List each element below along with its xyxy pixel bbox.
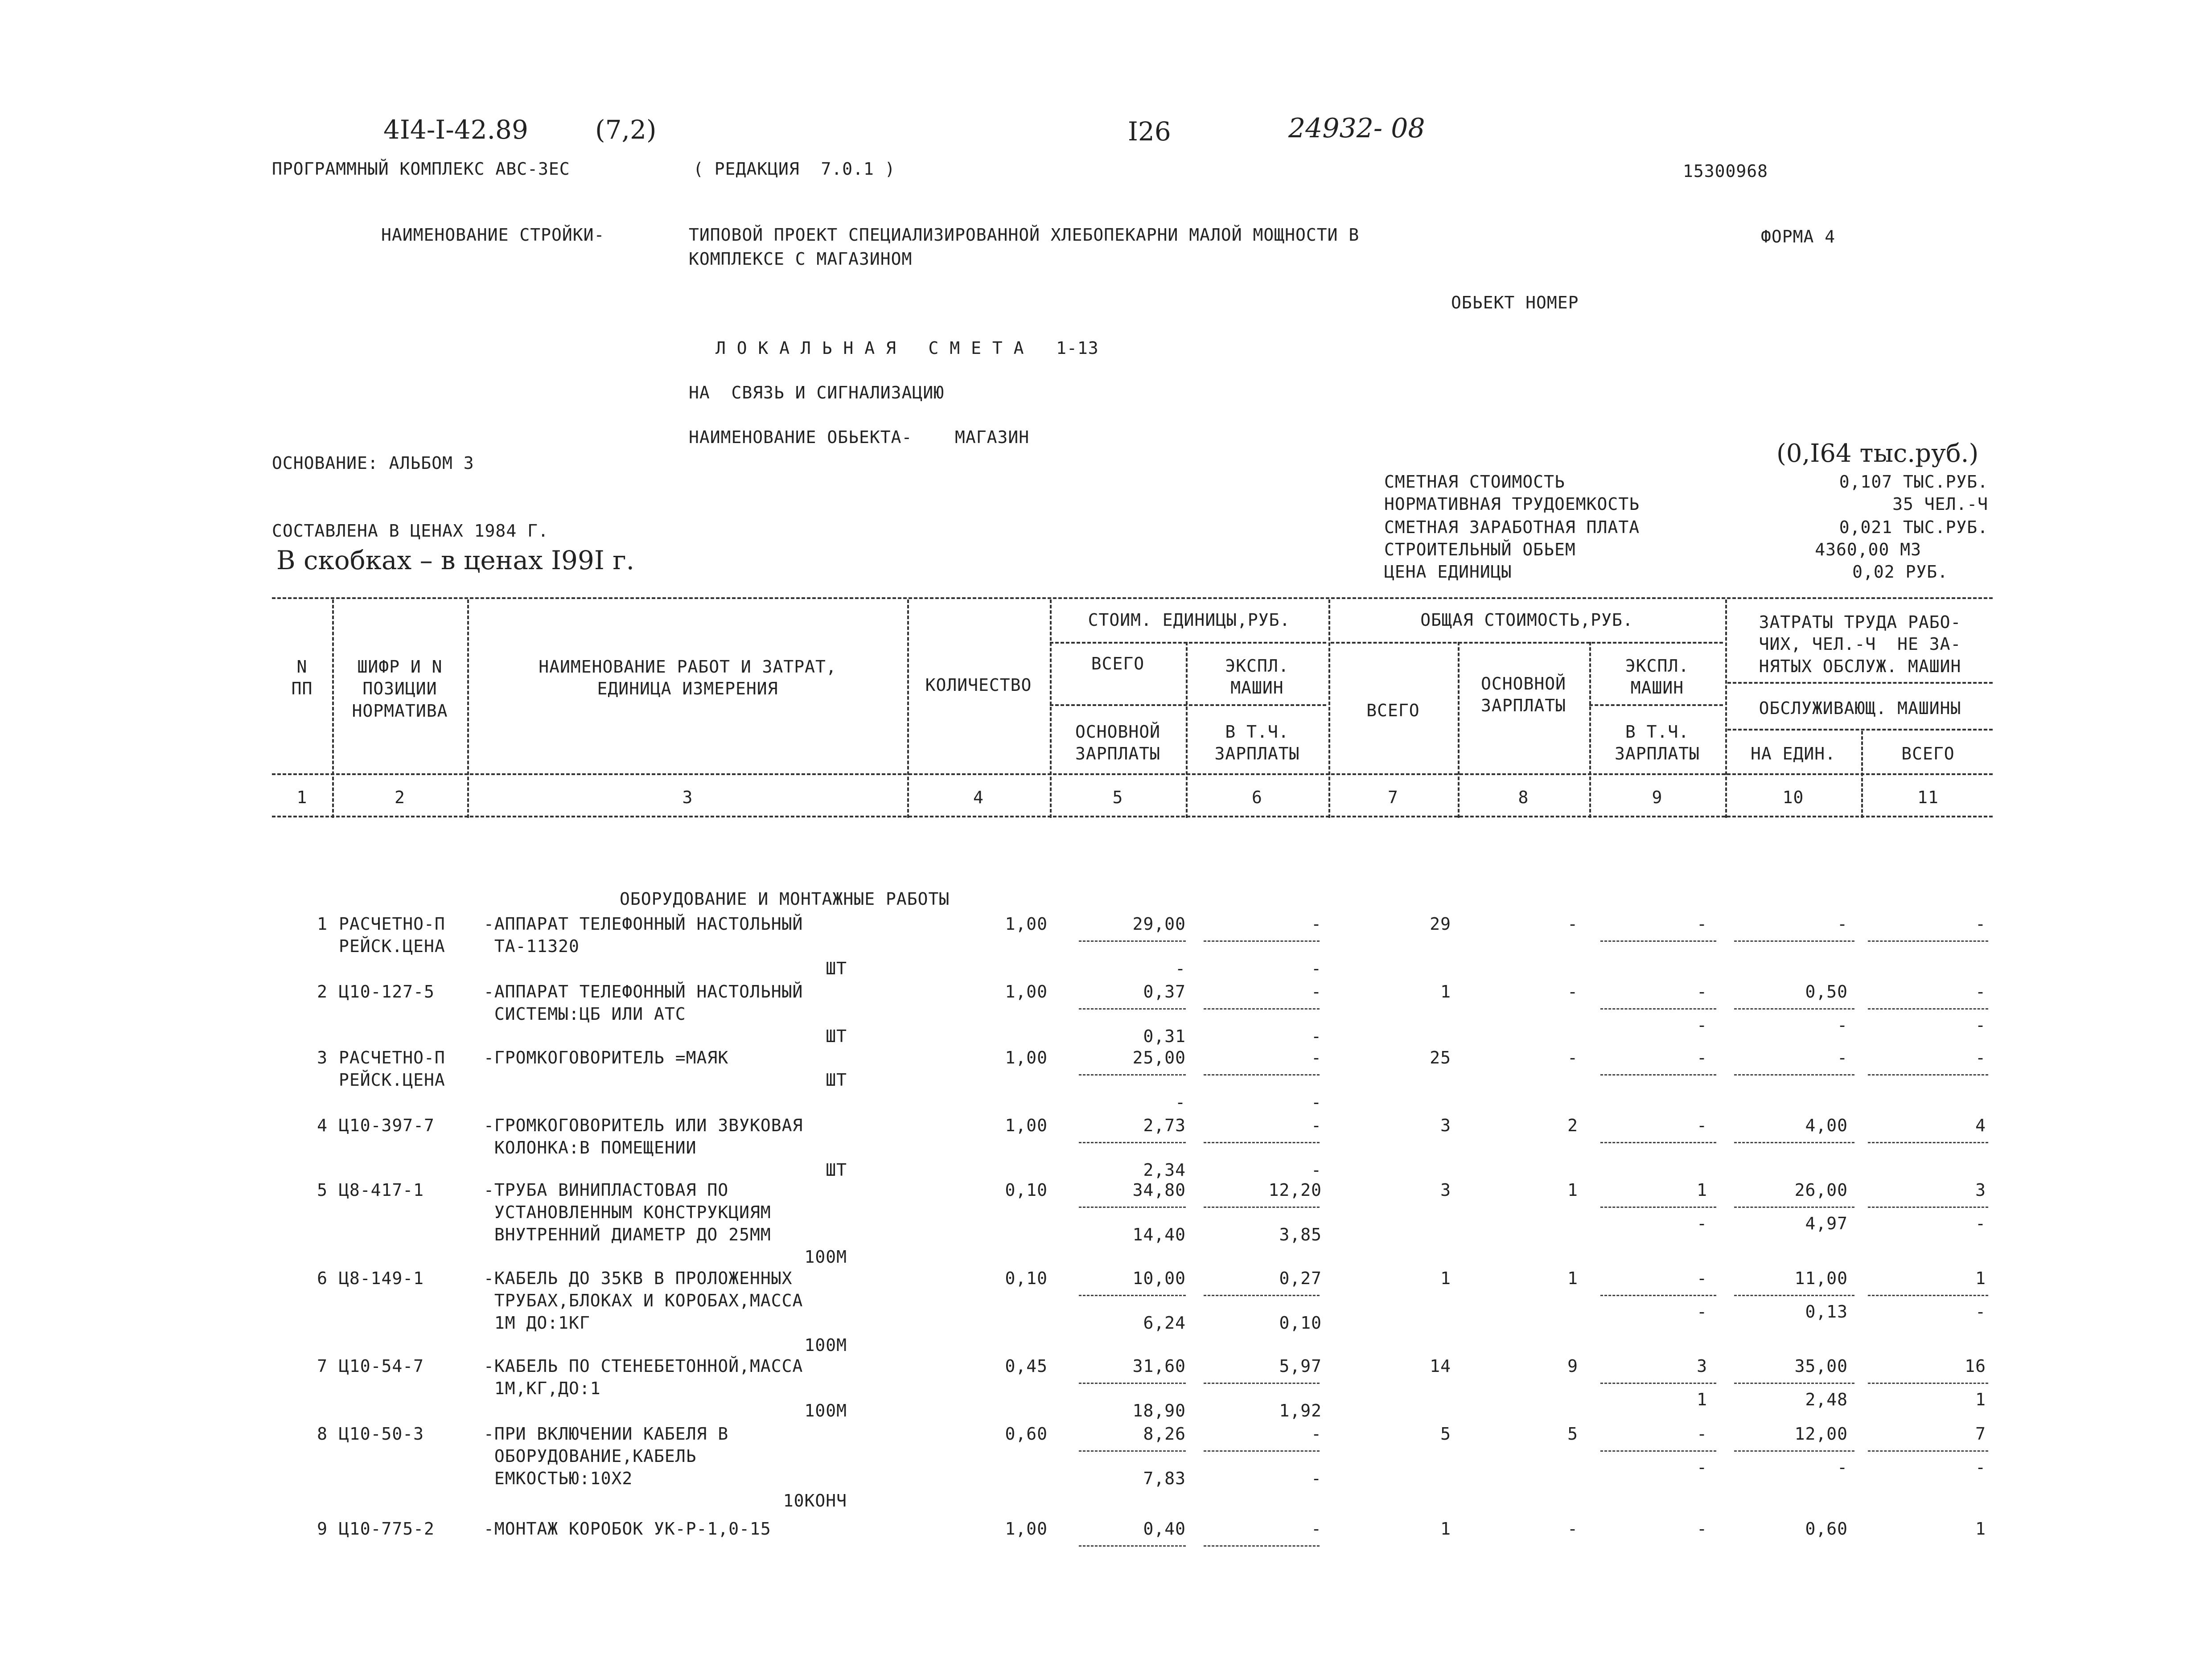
row-total-salary: - (1567, 982, 1578, 1002)
row-total-salary: - (1567, 1519, 1578, 1539)
col6-top-header: ЭКСПЛ. МАШИН (1225, 656, 1289, 698)
row-labor-per-unit: - (1837, 914, 1848, 934)
row-unit-cost-machine-salary: 3,85 (1279, 1225, 1322, 1244)
row-total-salary: - (1567, 914, 1578, 934)
row-total-machine-salary: - (1697, 1302, 1707, 1322)
row-labor-total: - (1975, 982, 1986, 1002)
row-unit: ШТ (826, 1026, 847, 1046)
cell-rule (1204, 940, 1320, 942)
header-rule-bottom (272, 773, 1993, 775)
header-inner-rule (1589, 704, 1723, 706)
row-machine-labor-per-unit: 0,13 (1805, 1302, 1848, 1322)
row-machine-labor-per-unit: - (1837, 1015, 1848, 1035)
cell-rule (1868, 1295, 1988, 1296)
row-unit-cost-salary: 6,24 (1143, 1313, 1186, 1333)
row-labor-total: - (1975, 1048, 1986, 1067)
cell-rule (1868, 1450, 1988, 1452)
row-total-salary: 9 (1567, 1356, 1578, 1376)
row-unit-cost-total: 34,80 (1132, 1180, 1186, 1200)
column-number: 6 (1252, 788, 1262, 807)
row-unit-cost-machines: - (1311, 1116, 1322, 1135)
row-quantity: 0,45 (1005, 1356, 1048, 1376)
row-unit-cost-machine-salary: - (1311, 1026, 1322, 1046)
row-unit-cost-machines: 0,27 (1279, 1268, 1322, 1288)
column-separator (332, 599, 334, 818)
row-unit-cost-machine-salary: 0,10 (1279, 1313, 1322, 1333)
row-unit: 100М (804, 1401, 847, 1420)
cell-rule (1079, 1295, 1186, 1296)
cell-rule (1079, 1142, 1186, 1143)
column-number: 1 (296, 788, 308, 807)
page-number: I26 (1128, 116, 1171, 147)
program-edition: ( РЕДАКЦИЯ 7.0.1 ) (693, 159, 896, 179)
row-total-machines: - (1697, 914, 1707, 934)
cell-rule (1734, 1008, 1854, 1010)
row-unit-cost-salary: 18,90 (1132, 1401, 1186, 1420)
header-inner-rule (1727, 682, 1993, 684)
row-total-cost: 25 (1430, 1048, 1451, 1067)
row-work-name: -ТРУБА ВИНИПЛАСТОВАЯ ПО УСТАНОВЛЕННЫМ КОНСТРУКЦИЯМ ВНУТРЕННИЙ ДИАМЕТР ДО 25ММ (484, 1180, 771, 1244)
column-separator (907, 599, 909, 818)
col5-6-group-header: СТОИМ. ЕДИНИЦЫ,РУБ. (1088, 610, 1291, 630)
column-number: 11 (1917, 788, 1939, 807)
row-labor-per-unit: 26,00 (1794, 1180, 1848, 1200)
row-unit: ШТ (826, 959, 847, 978)
row-total-salary: 1 (1567, 1268, 1578, 1288)
row-unit-cost-salary: 7,83 (1143, 1469, 1186, 1488)
col9-top-header: ЭКСПЛ. МАШИН (1625, 656, 1690, 698)
cell-rule (1204, 1295, 1320, 1296)
cell-rule (1734, 1142, 1854, 1143)
estimate-title: Л О К А Л Ь Н А Я С М Е Т А 1-13 (715, 338, 1099, 358)
row-work-name: -ГРОМКОГОВОРИТЕЛЬ =МАЯК (484, 1048, 729, 1067)
row-total-machines: 1 (1697, 1180, 1707, 1200)
cell-rule (1600, 1207, 1716, 1208)
col5-bottom-header: ОСНОВНОЙ ЗАРПЛАТЫ (1075, 722, 1161, 764)
row-code: РАСЧЕТНО-П РЕЙСК.ЦЕНА (339, 1048, 445, 1090)
row-number: 5 (317, 1180, 328, 1200)
cell-rule (1079, 1383, 1186, 1384)
column-separator (1458, 642, 1460, 818)
row-work-name: -ПРИ ВКЛЮЧЕНИИ КАБЕЛЯ В ОБОРУДОВАНИЕ,КАБЕЛЬ ЕМКОСТЬЮ:10Х2 (484, 1424, 729, 1488)
row-quantity: 1,00 (1005, 1048, 1048, 1067)
row-unit-cost-total: 8,26 (1143, 1424, 1186, 1444)
program-name: ПРОГРАММНЫЙ КОМПЛЕКС АВС-3ЕС (272, 159, 570, 179)
col10-header: НА ЕДИН. (1750, 744, 1836, 764)
row-work-name: -АППАРАТ ТЕЛЕФОННЫЙ НАСТОЛЬНЫЙ СИСТЕМЫ:ЦБ ИЛИ АТС (484, 982, 803, 1024)
row-unit-cost-machines: 12,20 (1268, 1180, 1322, 1200)
row-unit-cost-total: 0,40 (1143, 1519, 1186, 1539)
col4-header: КОЛИЧЕСТВО (925, 675, 1032, 695)
row-unit-cost-machine-salary: - (1311, 1160, 1322, 1180)
cell-rule (1734, 1207, 1854, 1208)
prices-1991-note: В скобках – в ценах I99I г. (276, 545, 635, 575)
document-id: 15300968 (1683, 161, 1768, 181)
section-title: ОБОРУДОВАНИЕ И МОНТАЖНЫЕ РАБОТЫ (620, 889, 950, 909)
row-quantity: 1,00 (1005, 1519, 1048, 1539)
row-number: 1 (317, 914, 328, 934)
cell-rule (1600, 1295, 1716, 1296)
summary-label: НОРМАТИВНАЯ ТРУДОЕМКОСТЬ (1384, 494, 1640, 514)
cell-rule (1079, 1545, 1186, 1547)
cell-rule (1079, 940, 1186, 942)
row-total-machines: - (1697, 1519, 1707, 1539)
row-number: 2 (317, 982, 328, 1002)
row-unit-cost-salary: 2,34 (1143, 1160, 1186, 1180)
row-unit-cost-total: 10,00 (1132, 1268, 1186, 1288)
row-code: Ц10-127-5 (339, 982, 435, 1002)
row-code: Ц10-397-7 (339, 1116, 435, 1135)
row-code: Ц10-775-2 (339, 1519, 435, 1539)
row-unit-cost-salary: 0,31 (1143, 1026, 1186, 1046)
row-machine-labor-total: - (1975, 1214, 1986, 1233)
row-unit-cost-machines: - (1311, 1424, 1322, 1444)
cell-rule (1734, 1450, 1854, 1452)
column-number: 3 (682, 788, 693, 807)
col11-header: ВСЕГО (1901, 744, 1955, 764)
row-unit-cost-machine-salary: - (1311, 959, 1322, 978)
column-separator (1725, 599, 1727, 818)
row-total-cost: 1 (1440, 982, 1451, 1002)
summary-label: СМЕТНАЯ ЗАРАБОТНАЯ ПЛАТА (1384, 517, 1640, 537)
header-inner-rule (1331, 642, 1723, 644)
object-number: ОБЬЕКТ НОМЕР (1451, 293, 1579, 312)
header-inner-rule (1050, 704, 1326, 706)
col10-11-sub-header: ОБСЛУЖИВАЮЩ. МАШИНЫ (1759, 698, 1961, 718)
cell-rule (1600, 1008, 1716, 1010)
cell-rule (1204, 1545, 1320, 1547)
row-work-name: -АППАРАТ ТЕЛЕФОННЫЙ НАСТОЛЬНЫЙ ТА-11320 (484, 914, 803, 956)
row-work-name: -КАБЕЛЬ ДО 35КВ В ПРОЛОЖЕННЫХ ТРУБАХ,БЛОКАХ И КОРОБАХ,МАССА 1М ДО:1КГ (484, 1268, 803, 1333)
row-labor-per-unit: - (1837, 1048, 1848, 1067)
row-unit-cost-machines: 5,97 (1279, 1356, 1322, 1376)
row-unit-cost-total: 0,37 (1143, 982, 1186, 1002)
row-unit-cost-machine-salary: - (1311, 1469, 1322, 1488)
row-unit-cost-total: 29,00 (1132, 914, 1186, 934)
row-machine-labor-total: - (1975, 1302, 1986, 1322)
summary-value: 35 ЧЕЛ.-Ч (1892, 494, 1988, 514)
number-row-rule (272, 816, 1993, 817)
summary-value: 4360,00 М3 (1815, 540, 1921, 559)
row-total-machines: - (1697, 1268, 1707, 1288)
row-labor-per-unit: 4,00 (1805, 1116, 1848, 1135)
row-total-cost: 14 (1430, 1356, 1451, 1376)
summary-value: 0,021 ТЫС.РУБ. (1839, 517, 1988, 537)
header-rule-top (272, 597, 1993, 599)
row-unit-cost-machines: - (1311, 1519, 1322, 1539)
row-total-salary: 2 (1567, 1116, 1578, 1135)
cell-rule (1600, 1383, 1716, 1384)
row-labor-total: 1 (1975, 1268, 1986, 1288)
cell-rule (1868, 1207, 1988, 1208)
row-unit-cost-total: 31,60 (1132, 1356, 1186, 1376)
row-labor-per-unit: 35,00 (1794, 1356, 1848, 1376)
cell-rule (1204, 1008, 1320, 1010)
cell-rule (1868, 1074, 1988, 1076)
header-inner-rule (1727, 729, 1993, 731)
row-total-cost: 29 (1430, 914, 1451, 934)
row-number: 6 (317, 1268, 328, 1288)
col9-bottom-header: В Т.Ч. ЗАРПЛАТЫ (1614, 722, 1700, 764)
column-separator (1050, 599, 1052, 818)
column-number: 7 (1388, 788, 1398, 807)
summary-label: ЦЕНА ЕДИНИЦЫ (1384, 562, 1512, 582)
row-total-machine-salary: - (1697, 1457, 1707, 1477)
row-total-machines: 3 (1697, 1356, 1707, 1376)
col6-bottom-header: В Т.Ч. ЗАРПЛАТЫ (1214, 722, 1300, 764)
row-total-machine-salary: - (1697, 1015, 1707, 1035)
column-separator (1186, 642, 1188, 818)
row-machine-labor-per-unit: 4,97 (1805, 1214, 1848, 1233)
row-unit-cost-total: 25,00 (1132, 1048, 1186, 1067)
row-total-salary: - (1567, 1048, 1578, 1067)
column-number: 5 (1112, 788, 1123, 807)
row-machine-labor-per-unit: 2,48 (1805, 1390, 1848, 1409)
row-quantity: 0,60 (1005, 1424, 1048, 1444)
cell-rule (1204, 1074, 1320, 1076)
construction-name-line2: КОМПЛЕКСЕ С МАГАЗИНОМ (689, 249, 913, 269)
col10-11-group-header: ЗАТРАТЫ ТРУДА РАБО- ЧИХ, ЧЕЛ.-Ч НЕ ЗА- НЯТЫХ ОБСЛУЖ. МАШИН (1759, 612, 1961, 676)
form-number: ФОРМА 4 (1761, 227, 1836, 246)
row-total-salary: 5 (1567, 1424, 1578, 1444)
construction-label: НАИМЕНОВАНИЕ СТРОЙКИ- (381, 225, 605, 245)
row-total-cost: 3 (1440, 1116, 1451, 1135)
row-quantity: 1,00 (1005, 982, 1048, 1002)
cell-rule (1079, 1207, 1186, 1208)
cell-rule (1079, 1450, 1186, 1452)
row-total-cost: 3 (1440, 1180, 1451, 1200)
row-code: Ц10-54-7 (339, 1356, 424, 1376)
row-unit: ШТ (826, 1070, 847, 1090)
cell-rule (1868, 940, 1988, 942)
col2-header: ШИФР И N ПОЗИЦИИ НОРМАТИВА (352, 657, 448, 721)
cell-rule (1204, 1383, 1320, 1384)
column-number: 10 (1782, 788, 1804, 807)
header-inner-rule (1050, 642, 1326, 644)
row-work-name: -ГРОМКОГОВОРИТЕЛЬ ИЛИ ЗВУКОВАЯ КОЛОНКА:В ПОМЕЩЕНИИ (484, 1116, 803, 1158)
cell-rule (1600, 1074, 1716, 1076)
row-unit-cost-machine-salary: 1,92 (1279, 1401, 1322, 1420)
row-labor-per-unit: 0,60 (1805, 1519, 1848, 1539)
cell-rule (1600, 1450, 1716, 1452)
row-unit-cost-salary: - (1175, 959, 1186, 978)
row-work-name: -МОНТАЖ КОРОБОК УК-Р-1,0-15 (484, 1519, 771, 1539)
row-labor-per-unit: 0,50 (1805, 982, 1848, 1002)
cost-1991: (0,I64 тыс.руб.) (1776, 439, 1979, 468)
cell-rule (1734, 1383, 1854, 1384)
row-total-salary: 1 (1567, 1180, 1578, 1200)
cell-rule (1204, 1142, 1320, 1143)
row-quantity: 1,00 (1005, 914, 1048, 934)
cell-rule (1600, 940, 1716, 942)
row-code: Ц8-417-1 (339, 1180, 424, 1200)
row-quantity: 0,10 (1005, 1180, 1048, 1200)
row-labor-total: 7 (1975, 1424, 1986, 1444)
cell-rule (1204, 1207, 1320, 1208)
column-number: 8 (1518, 788, 1529, 807)
document-variant: (7,2) (595, 115, 657, 145)
row-machine-labor-total: 1 (1975, 1390, 1986, 1409)
row-labor-total: 4 (1975, 1116, 1986, 1135)
row-code: Ц8-149-1 (339, 1268, 424, 1288)
row-unit-cost-salary: - (1175, 1092, 1186, 1112)
column-number: 9 (1652, 788, 1663, 807)
col7-header: ВСЕГО (1366, 701, 1420, 720)
cell-rule (1734, 1295, 1854, 1296)
col5-top-header: ВСЕГО (1091, 654, 1145, 673)
column-separator (467, 599, 469, 818)
cell-rule (1204, 1450, 1320, 1452)
row-unit-cost-machine-salary: - (1311, 1092, 1322, 1112)
row-total-machines: - (1697, 1424, 1707, 1444)
column-number: 4 (973, 788, 984, 807)
row-total-machine-salary: - (1697, 1214, 1707, 1233)
row-total-machines: - (1697, 982, 1707, 1002)
summary-label: СМЕТНАЯ СТОИМОСТЬ (1384, 472, 1565, 492)
cell-rule (1734, 1074, 1854, 1076)
row-number: 4 (317, 1116, 328, 1135)
col8-header: ОСНОВНОЙ ЗАРПЛАТЫ (1480, 674, 1566, 716)
cell-rule (1868, 1142, 1988, 1143)
row-total-machines: - (1697, 1116, 1707, 1135)
estimate-basis: ОСНОВАНИЕ: АЛЬБОМ 3 (272, 453, 474, 473)
row-unit-cost-machines: - (1311, 914, 1322, 934)
column-number: 2 (395, 788, 405, 807)
row-unit-cost-machines: - (1311, 982, 1322, 1002)
row-machine-labor-total: - (1975, 1457, 1986, 1477)
row-total-cost: 1 (1440, 1268, 1451, 1288)
col1-header: N ПП (291, 657, 313, 699)
object-name: НАИМЕНОВАНИЕ ОБЬЕКТА- МАГАЗИН (689, 427, 1030, 447)
row-machine-labor-per-unit: - (1837, 1457, 1848, 1477)
estimate-subject: НА СВЯЗЬ И СИГНАЛИЗАЦИЮ (689, 383, 945, 402)
row-unit: 10КОНЧ (783, 1491, 847, 1511)
row-total-machine-salary: 1 (1697, 1390, 1707, 1409)
cell-rule (1600, 1142, 1716, 1143)
summary-label: СТРОИТЕЛЬНЫЙ ОБЬЕМ (1384, 540, 1576, 559)
cell-rule (1868, 1383, 1988, 1384)
row-quantity: 0,10 (1005, 1268, 1048, 1288)
row-code: Ц10-50-3 (339, 1424, 424, 1444)
cell-rule (1734, 940, 1854, 942)
row-number: 7 (317, 1356, 328, 1376)
cell-rule (1868, 1008, 1988, 1010)
cell-rule (1079, 1074, 1186, 1076)
summary-value: 0,02 РУБ. (1852, 562, 1948, 582)
row-total-cost: 5 (1440, 1424, 1451, 1444)
row-number: 3 (317, 1048, 328, 1067)
row-total-cost: 1 (1440, 1519, 1451, 1539)
document-code: 4I4-I-42.89 (383, 115, 528, 145)
handwritten-number: 24932- 08 (1288, 113, 1425, 144)
row-labor-total: 3 (1975, 1180, 1986, 1200)
row-labor-total: 1 (1975, 1519, 1986, 1539)
column-separator (1328, 599, 1330, 818)
row-quantity: 1,00 (1005, 1116, 1048, 1135)
row-number: 9 (317, 1519, 328, 1539)
row-labor-per-unit: 12,00 (1794, 1424, 1848, 1444)
construction-name-line1: ТИПОВОЙ ПРОЕКТ СПЕЦИАЛИЗИРОВАННОЙ ХЛЕБОПЕКАРНИ МАЛОЙ МОЩНОСТИ В (689, 225, 1360, 245)
row-work-name: -КАБЕЛЬ ПО СТЕНЕБЕТОННОЙ,МАССА 1М,КГ,ДО:1 (484, 1356, 803, 1398)
row-number: 8 (317, 1424, 328, 1444)
prices-1984: СОСТАВЛЕНА В ЦЕНАХ 1984 Г. (272, 521, 549, 541)
cell-rule (1079, 1008, 1186, 1010)
row-machine-labor-total: - (1975, 1015, 1986, 1035)
row-code: РАСЧЕТНО-П РЕЙСК.ЦЕНА (339, 914, 445, 956)
column-separator (1589, 642, 1591, 818)
col7-9-group-header: ОБЩАЯ СТОИМОСТЬ,РУБ. (1420, 610, 1633, 630)
summary-value: 0,107 ТЫС.РУБ. (1839, 472, 1988, 492)
row-unit: 100М (804, 1247, 847, 1267)
row-labor-total: 16 (1965, 1356, 1986, 1376)
row-unit-cost-machines: - (1311, 1048, 1322, 1067)
row-labor-total: - (1975, 914, 1986, 934)
row-labor-per-unit: 11,00 (1794, 1268, 1848, 1288)
row-unit-cost-total: 2,73 (1143, 1116, 1186, 1135)
row-unit-cost-salary: 14,40 (1132, 1225, 1186, 1244)
col3-header: НАИМЕНОВАНИЕ РАБОТ И ЗАТРАТ, ЕДИНИЦА ИЗМЕРЕНИЯ (539, 657, 837, 699)
column-separator (1861, 731, 1863, 818)
row-unit: 100М (804, 1335, 847, 1355)
row-unit: ШТ (826, 1160, 847, 1180)
row-total-machines: - (1697, 1048, 1707, 1067)
